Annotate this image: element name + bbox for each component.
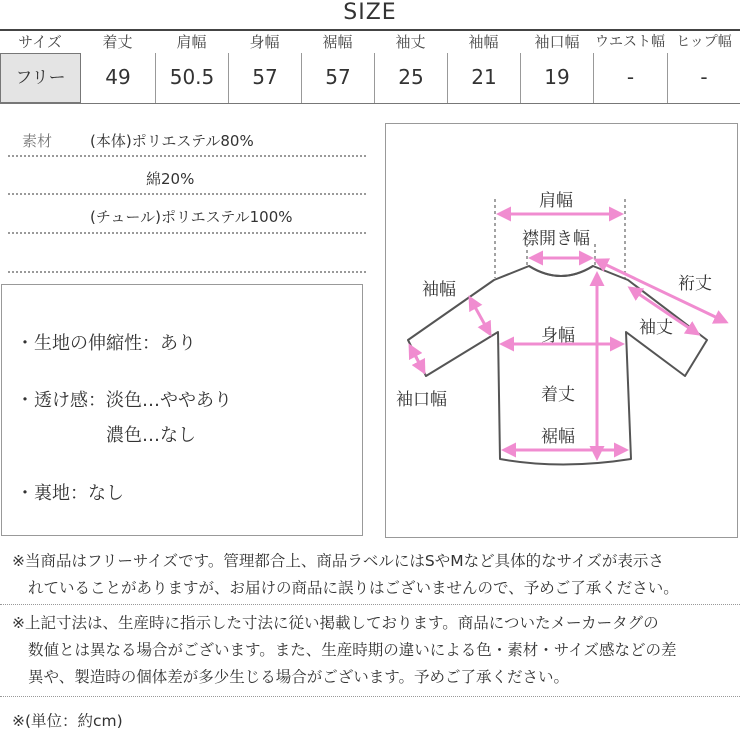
note-line: ※当商品はフリーサイズです。管理都合上、商品ラベルにはSやMなど具体的なサイズが表示さ [12, 552, 664, 570]
feature-lining: ・裏地：なし [16, 483, 124, 504]
value-cell: 25 [375, 53, 448, 103]
dotted-divider [8, 155, 366, 157]
size-title: SIZE [343, 0, 397, 25]
header-cell: 肩幅 [176, 33, 207, 51]
label-length: 着丈 [541, 385, 575, 405]
label-cuff-width: 袖口幅 [396, 390, 447, 410]
unit-note: ※(単位：約cm) [12, 712, 123, 730]
feature-stretch: ・生地の伸縮性：あり [16, 333, 196, 354]
label-shoulder-width: 肩幅 [539, 191, 573, 211]
cuff-width-arrow [410, 346, 424, 372]
neckline [529, 266, 593, 276]
header-cell: サイズ [18, 33, 62, 51]
label-sleeve-width: 袖幅 [422, 280, 456, 300]
value-cell: - [700, 65, 708, 89]
dotted-divider [0, 696, 740, 697]
material-line: (本体)ポリエステル80% [90, 132, 254, 150]
label-sleeve-length: 袖丈 [639, 318, 673, 338]
dotted-divider [8, 232, 366, 234]
label-neck-opening: 襟開き幅 [522, 229, 590, 249]
material-line: 綿20% [146, 170, 195, 188]
note-line: 数値とは異なる場合がございます。また、生産時期の違いによる色・素材・サイズ感などの差 [28, 641, 677, 659]
note-line: れていることがありますが、お届けの商品に誤りはございませんので、予めご了承ください。 [28, 579, 679, 597]
header-cell: ウエスト幅 [595, 34, 665, 50]
label-yuki-length: 裄丈 [678, 274, 712, 294]
value-cell: - [594, 53, 668, 103]
material-label: 素材 [22, 132, 53, 150]
feature-sheerness-dark: 濃色…なし [106, 425, 196, 446]
dotted-divider [8, 193, 366, 195]
dotted-divider [8, 271, 366, 273]
size-table-row [0, 53, 740, 104]
header-cell: 裾幅 [322, 33, 353, 51]
header-cell: ヒップ幅 [676, 34, 732, 50]
material-line: (チュール)ポリエステル100% [90, 208, 293, 226]
header-cell: 袖幅 [468, 33, 499, 51]
value-cell: 21 [448, 53, 521, 103]
header-cell: 着丈 [102, 33, 133, 51]
garment-diagram [385, 123, 738, 538]
label-hem-width: 裾幅 [541, 427, 575, 447]
sleeve-width-arrow [470, 298, 490, 334]
value-cell: 49 [81, 53, 156, 103]
fabric-features-box [1, 284, 363, 536]
size-cell: フリー [0, 53, 81, 103]
size-table-header-row [0, 31, 740, 53]
header-cell: 袖口幅 [534, 33, 580, 51]
value-cell: 19 [521, 53, 594, 103]
value-cell: 57 [302, 53, 375, 103]
header-cell: 袖丈 [395, 33, 426, 51]
note-line: ※上記寸法は、生産時に指示した寸法に従い掲載しております。商品についたメーカータグの [12, 614, 659, 632]
header-cell: 身幅 [249, 33, 280, 51]
label-body-width: 身幅 [541, 326, 575, 346]
note-line: 異や、製造時の個体差が多少生じる場合がございます。予めご了承ください。 [28, 668, 569, 686]
dotted-divider [0, 604, 740, 605]
feature-sheerness: ・透け感：淡色…ややあり [16, 390, 232, 411]
value-cell: 50.5 [156, 53, 229, 103]
value-cell: 57 [229, 53, 302, 103]
